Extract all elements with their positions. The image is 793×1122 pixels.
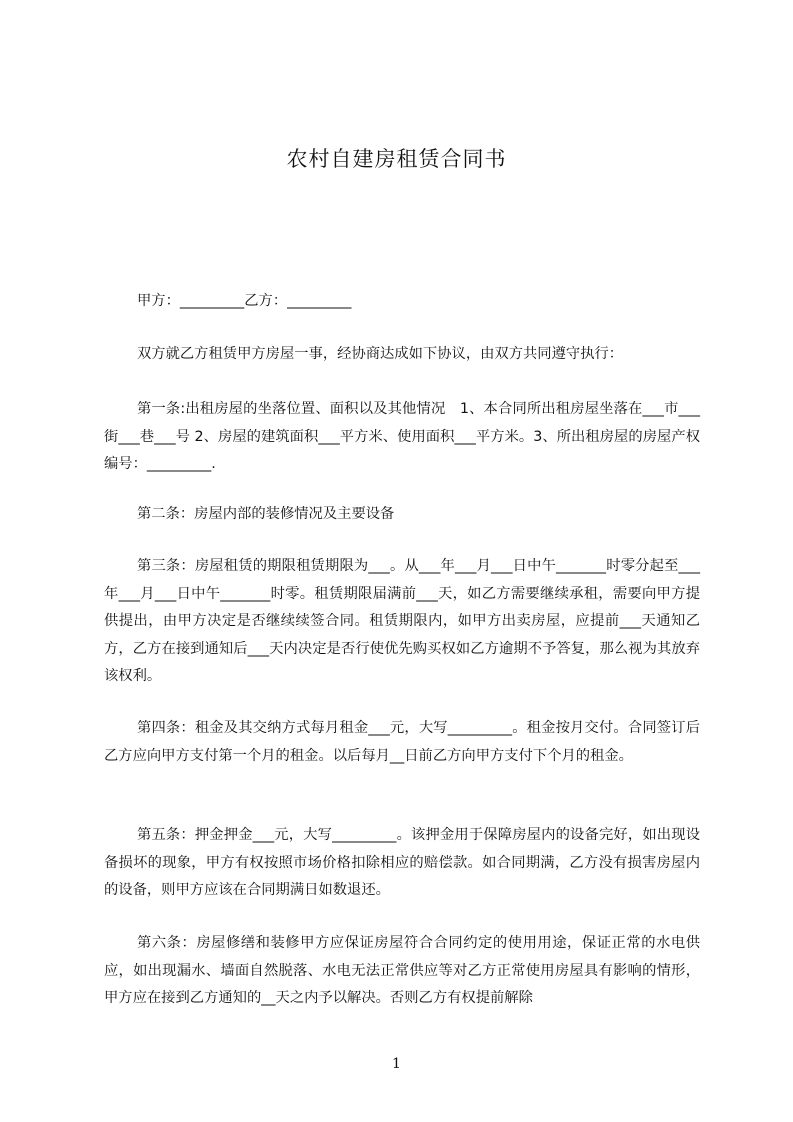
page-number: 1 [392, 1056, 401, 1072]
article-1-paragraph: 第一条:出租房屋的坐落位置、面积以及其他情况 1、本合同所出租房屋坐落在___市___街___巷___号 2、房屋的建筑面积___平方米、使用面积___平方米。3、所出租房屋的房屋产权编号：_________. [104, 401, 700, 472]
article-3-paragraph: 第三条：房屋租赁的期限租赁期限为___。从___年___月___日中午_______时零分起至___年___月___日中午_______时零。租赁期限届满前___天，如乙方需要继续承租，需要向甲方提供提出，由甲方决定是否继续续签合同。租赁期限内，如甲方出卖房屋，应提前___天通知乙方，乙方在接到通知后___天内决定是否行使优先购买权如乙方逾期不予答复，那么视为其放弃该权利。 [104, 558, 700, 684]
article-4-paragraph: 第四条：租金及其交纳方式每月租金___元，大写_________。租金按月交付。合同签订后乙方应向甲方支付第一个月的租金。以后每月__日前乙方向甲方支付下个月的租金。 [104, 720, 700, 764]
article-2-paragraph: 第二条：房屋内部的装修情况及主要设备 [137, 506, 395, 522]
article-5-paragraph: 第五条：押金押金___元，大写_________。该押金用于保障房屋内的设备完好，如出现设备损坏的现象，甲方有权按照市场价格扣除相应的赔偿款。如合同期满，乙方没有损害房屋内的设备，则甲方应该在合同期满日如数退还。 [104, 827, 700, 898]
parties-line: 甲方：_________乙方：_________ [137, 293, 352, 309]
document-title: 农村自建房租赁合同书 [286, 147, 507, 171]
article-6-paragraph: 第六条：房屋修缮和装修甲方应保证房屋符合合同约定的使用用途，保证正常的水电供应，如出现漏水、墙面自然脱落、水电无法正常供应等对乙方正常使用房屋具有影响的情形，甲方应在接到乙方通知的__天之内予以解决。否则乙方有权提前解除 [104, 935, 700, 1006]
preamble-paragraph: 双方就乙方租赁甲方房屋一事，经协商达成如下协议，由双方共同遵守执行： [137, 346, 624, 362]
